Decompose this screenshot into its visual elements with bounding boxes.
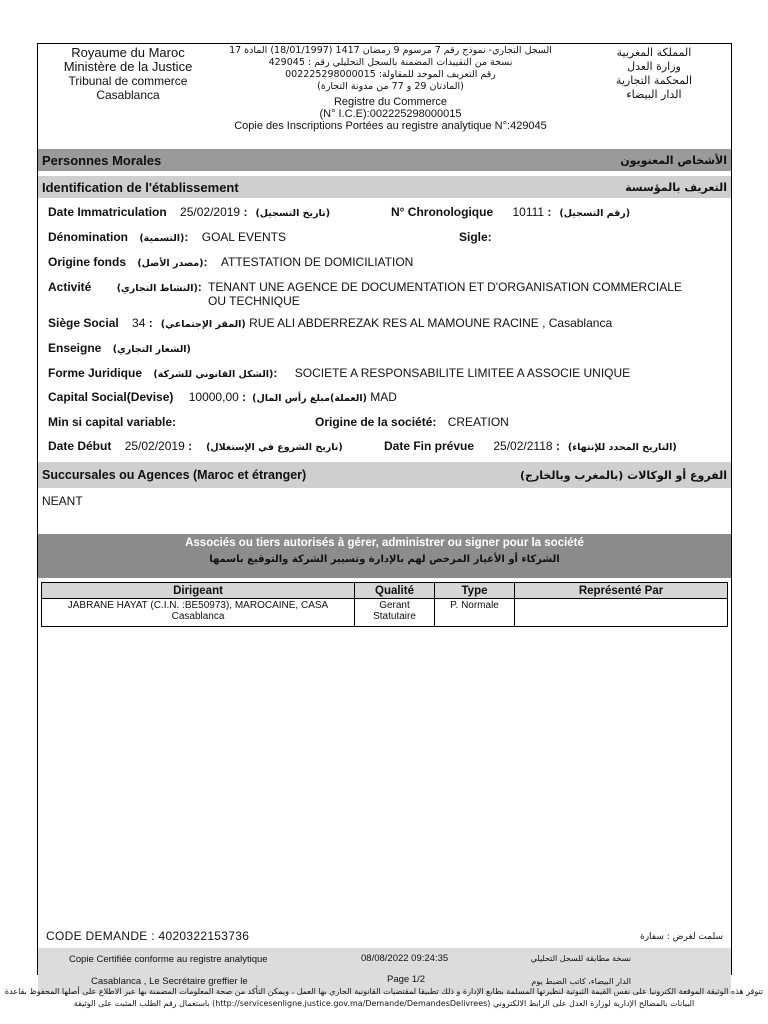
section-identification — [38, 176, 731, 198]
field-siege-social: Siège Social (المقر الإجتماعي): 34 RUE ALI ABDERREZAK RES AL MAMOUNE RACINE , Casablanca — [48, 316, 613, 330]
delivery-purpose: سلمت لغرض : سفارة — [639, 932, 723, 942]
field-label-ar: (الشكل القانوني للشركة) — [153, 369, 274, 380]
section-title-fr: Succursales ou Agences (Maroc et étranger) — [42, 468, 307, 482]
field-label-ar: (التسمية) — [139, 233, 185, 244]
field-activite-value — [208, 280, 728, 308]
field-value: TENANT UNE AGENCE DE DOCUMENTATION ET D'ORGANISATION COMMERCIALE — [208, 280, 682, 294]
field-label: N° Chronologique — [391, 205, 494, 219]
header-center-fr-line: Registre du Commerce — [333, 96, 448, 108]
field-activite: Activité (النشاط التجاري): — [48, 280, 202, 294]
field-value: 34 RUE ALI ABDERREZAK RES AL MAMOUNE RACINE , Casablanca — [132, 316, 613, 330]
field-date-immatriculation: Date Immatriculation (تاريخ التسجيل): 25/02/2019 — [48, 205, 331, 219]
dirigeants-table — [41, 582, 728, 627]
footer-page-number: Page 1/2 — [387, 974, 426, 985]
section-personnes-morales — [38, 149, 731, 171]
table-header-cell: Type — [435, 583, 515, 599]
header-center-ar-line: (المادتان 29 و 77 من مدونة التجارة) — [317, 81, 464, 92]
field-label-ar: (رقم التسجيل) — [559, 208, 631, 219]
field-origine-societe — [315, 415, 509, 429]
field-label-ar: (المقر الإجتماعي) — [160, 319, 246, 330]
field-label: Capital Social(Devise) — [48, 390, 174, 404]
cell-text: JABRANE HAYAT (C.I.N. :BE50973), MAROCAINE, CASA Casablanca — [67, 600, 329, 622]
field-value: 10111 — [512, 205, 545, 219]
section-associes — [38, 534, 731, 578]
field-label: Min si capital variable: — [48, 415, 177, 429]
field-label-ar: (النشاط التجاري) — [116, 283, 198, 294]
section-title-ar: الشركاء أو الأغيار المرخص لهم بالإدارة وتسيير الشركة والتوقيع باسمها — [209, 554, 560, 565]
field-date-debut: Date Début (تاريخ الشروع في الإستغلال): 25/02/2019 — [48, 439, 343, 453]
table-cell-represente — [515, 599, 728, 627]
header-left-line: Tribunal de commerce — [68, 74, 188, 88]
field-value: CREATION — [447, 415, 509, 429]
document-frame — [37, 43, 732, 987]
header-left-line: Casablanca — [96, 88, 160, 102]
section-title-ar: التعريف بالمؤسسة — [625, 180, 727, 194]
field-label: Origine de la société: — [315, 415, 437, 429]
header-left — [38, 46, 218, 102]
field-label-ar: (التاريخ المحدد للإنتهاء) — [567, 442, 677, 453]
field-chronologique: N° Chronologique (رقم التسجيل): 10111 — [391, 205, 631, 219]
field-denomination: Dénomination (التسمية): GOAL EVENTS — [48, 230, 286, 244]
field-label: Date Début — [48, 439, 112, 453]
field-label: Enseigne — [48, 341, 102, 355]
field-origine-fonds: Origine fonds (مصدر الأصل): ATTESTATION DE DOMICILIATION — [48, 255, 414, 269]
header-center-ar-line: رقم التعريف الموحد للمقاولة: 002225298000015 — [285, 69, 496, 80]
field-date-fin: Date Fin prévue (التاريخ المحدد للإنتهاء): 25/02/2118 — [384, 439, 677, 453]
table-cell-qualite — [355, 599, 435, 627]
table-row — [42, 599, 728, 627]
header-right-line: المملكة المغربية — [616, 46, 692, 59]
section-title-ar: الفروع أو الوكالات (بالمغرب وبالخارج) — [520, 468, 727, 482]
header-right-line: وزارة العدل — [627, 60, 681, 73]
header-left-line: Ministère de la Justice — [63, 59, 193, 74]
footer-secretaire-ar: الدار البيضاء، كاتب الضبط يوم — [531, 977, 631, 986]
field-label-ar: (تاريخ التسجيل) — [255, 208, 331, 219]
field-value: 25/02/2019 — [180, 205, 241, 219]
field-label: Date Fin prévue — [384, 439, 475, 453]
field-label: Dénomination — [48, 230, 128, 244]
field-label: Forme Juridique — [48, 366, 143, 380]
section-title-fr: Associés ou tiers autorisés à gérer, administrer ou signer pour la société — [185, 537, 584, 549]
field-sigle — [459, 230, 492, 244]
legal-url[interactable]: (http://servicesenligne.justice.gov.ma/Demande/DemandesDelivrees) — [212, 999, 491, 1008]
field-label-ar: (تاريخ الشروع في الإستغلال) — [206, 442, 343, 453]
table-header-cell: Représenté Par — [515, 583, 728, 599]
table-header-cell: Dirigeant — [42, 583, 355, 599]
header-center-ar-line: السجل التجاري- نموذج رقم 7 مرسوم 9 رمضان 1417 (18/01/1997) المادة 17 — [229, 45, 552, 56]
header-left-line: Royaume du Maroc — [71, 45, 185, 60]
field-enseigne — [48, 341, 191, 357]
field-label-ar: (الشعار التجاري) — [112, 344, 191, 355]
header-center-fr-line: (N° I.C.E):002225298000015 — [319, 108, 462, 120]
legal-notice — [4, 986, 764, 1010]
header-right-line: المحكمة التجارية — [615, 74, 693, 87]
cell-text: Gerant Statutaire — [373, 600, 416, 622]
field-value: SOCIETE A RESPONSABILITE LIMITEE A ASSOCIE UNIQUE — [294, 366, 631, 380]
field-label: Origine fonds — [48, 255, 126, 269]
field-value: ATTESTATION DE DOMICILIATION — [220, 255, 414, 269]
field-value: 25/02/2118 — [493, 439, 553, 453]
table-header-row — [42, 583, 728, 599]
footer-secretaire: Casablanca , Le Secrétaire greffier le — [91, 976, 248, 987]
field-value: 25/02/2019 — [124, 439, 185, 453]
section-title-ar: الأشخاص المعنويون — [620, 153, 727, 167]
field-label: Siège Social — [48, 316, 119, 330]
succursales-value: NEANT — [42, 494, 83, 508]
header-center-fr-line: Copie des Inscriptions Portées au registre analytique N°:429045 — [234, 120, 547, 132]
footer-copie-ar: نسخة مطابقة للسجل التحليلي — [530, 954, 631, 963]
legal-text-ar: تتوفر هذه الوثيقة الموقعة الكترونيا على نفس القيمة الثبوتية لنظيرتها المسلمة بطابع الإدارة و ذلك تطبيقا لمقتضيات القانونية الجاري بها العمل ، ويمكن التأكد من صحة المعلومات المضمنة بها عبر الاطلاع على أصلها المحفوظ بقاعدة البيانات بالمصالح الإدارية لوزارة العدل على الرابط الالكتروني — [4, 987, 764, 1008]
field-min-capital — [48, 415, 176, 429]
field-value: 10000,00 MAD — [188, 390, 397, 404]
field-forme-juridique: Forme Juridique (الشكل القانوني للشركة): SOCIETE A RESPONSABILITE LIMITEE A ASSOCIE UNIQUE — [48, 366, 631, 380]
field-capital-social: Capital Social(Devise) (العملة)مبلغ رأس المال): 10000,00 MAD — [48, 390, 397, 404]
table-cell-dirigeant — [42, 599, 355, 627]
section-title-fr: Identification de l'établissement — [42, 179, 239, 195]
header-right — [589, 46, 719, 102]
field-label: Date Immatriculation — [48, 205, 167, 219]
field-value: GOAL EVENTS — [201, 230, 286, 244]
header-center — [218, 45, 563, 132]
section-title-fr: Personnes Morales — [42, 152, 162, 168]
table-header-cell: Qualité — [355, 583, 435, 599]
footer-datetime: 08/08/2022 09:24:35 — [361, 953, 449, 964]
field-label-ar: (مصدر الأصل) — [137, 258, 204, 269]
header-right-line: الدار البيضاء — [626, 88, 682, 101]
legal-text-ar-end: باستعمال رقم الطلب المثبت على الوثيقة — [73, 999, 210, 1008]
table-cell-type: P. Normale — [435, 599, 515, 627]
footer-copie: Copie Certifiée conforme au registre analytique — [69, 954, 268, 965]
field-value: OU TECHNIQUE — [208, 294, 300, 308]
section-succursales — [38, 462, 731, 488]
field-label: Sigle: — [459, 230, 492, 244]
code-demande: CODE DEMANDE : 4020322153736 — [46, 929, 250, 943]
field-label-ar: (العملة)مبلغ رأس المال) — [252, 393, 367, 404]
field-label: Activité — [48, 280, 92, 294]
header-center-ar-line: نسخة من التقييدات المضمنة بالسجل التحليلي رقم : 429045 — [268, 57, 513, 68]
